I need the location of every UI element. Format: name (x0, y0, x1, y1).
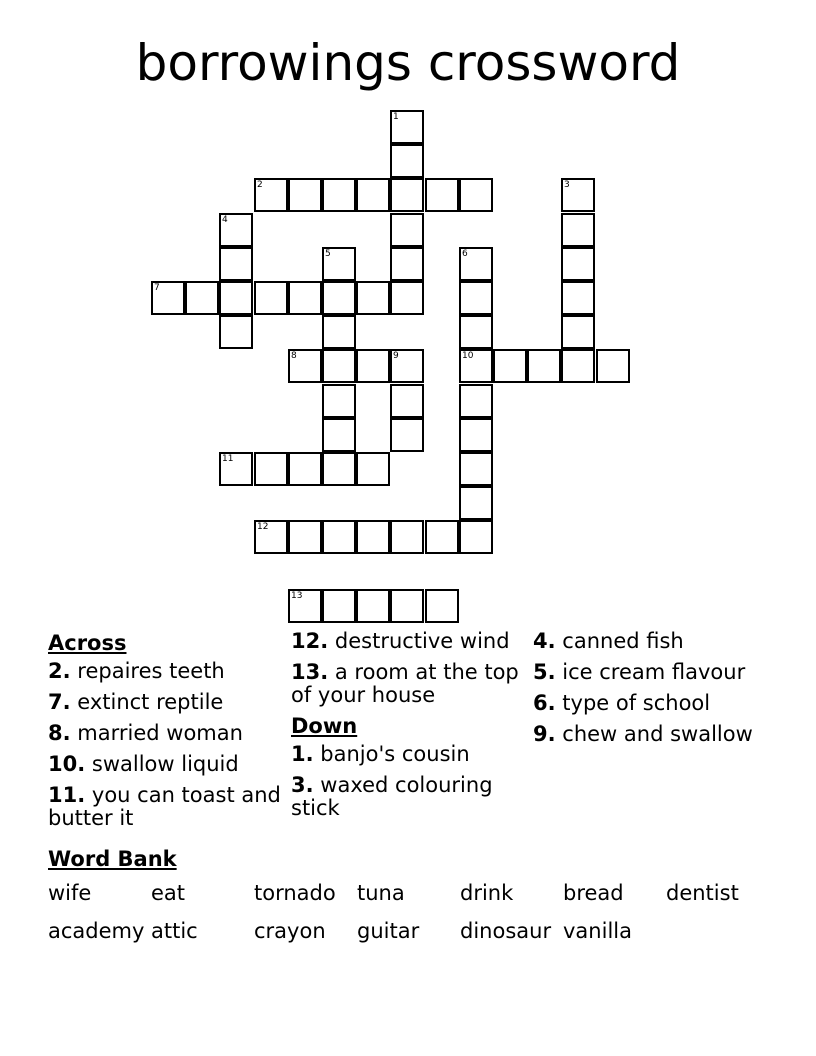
cell-number: 2 (257, 180, 263, 190)
cell-number: 8 (291, 351, 297, 361)
grid-cell[interactable] (254, 178, 288, 212)
grid-cell[interactable] (322, 178, 356, 212)
grid-cell[interactable] (561, 213, 595, 247)
across-clue-7: 7. extinct reptile (48, 690, 224, 714)
grid-cell[interactable] (322, 520, 356, 554)
across-clue-2: 2. repaires teeth (48, 659, 225, 683)
grid-cell[interactable] (390, 281, 424, 315)
grid-cell[interactable] (322, 589, 356, 623)
grid-cell[interactable] (390, 213, 424, 247)
grid-cell[interactable] (185, 281, 219, 315)
grid-cell[interactable] (459, 486, 493, 520)
grid-cell[interactable] (288, 452, 322, 486)
cell-number: 13 (291, 591, 303, 601)
cell-number: 10 (462, 351, 474, 361)
word-bank-word: bread (563, 881, 624, 905)
grid-cell[interactable] (288, 589, 322, 623)
cell-number: 1 (393, 112, 399, 122)
grid-cell[interactable] (390, 247, 424, 281)
grid-cell[interactable] (459, 247, 493, 281)
grid-cell[interactable] (561, 349, 595, 383)
grid-cell[interactable] (459, 384, 493, 418)
grid-cell[interactable] (459, 178, 493, 212)
grid-cell[interactable] (596, 349, 630, 383)
down-clue-1: 1. banjo's cousin (291, 742, 470, 766)
word-bank-word: academy (48, 919, 145, 943)
down-clue-5: 5. ice cream flavour (533, 660, 746, 684)
grid-cell[interactable] (459, 452, 493, 486)
grid-cell[interactable] (356, 178, 390, 212)
grid-cell[interactable] (219, 315, 253, 349)
grid-cell[interactable] (390, 589, 424, 623)
across-clue-10: 10. swallow liquid (48, 752, 239, 776)
word-bank-word: tuna (357, 881, 405, 905)
grid-cell[interactable] (459, 349, 493, 383)
grid-cell[interactable] (322, 315, 356, 349)
grid-cell[interactable] (459, 281, 493, 315)
grid-cell[interactable] (322, 452, 356, 486)
word-bank-heading: Word Bank (48, 847, 177, 871)
grid-cell[interactable] (390, 144, 424, 178)
grid-cell[interactable] (390, 418, 424, 452)
grid-cell[interactable] (390, 178, 424, 212)
grid-cell[interactable] (390, 384, 424, 418)
cell-number: 9 (393, 351, 399, 361)
clues-column-3 (533, 630, 773, 746)
word-bank-word: attic (151, 919, 198, 943)
cell-number: 6 (462, 249, 468, 259)
page-title: borrowings crossword (135, 34, 681, 92)
grid-cell[interactable] (356, 349, 390, 383)
grid-cell[interactable] (390, 349, 424, 383)
grid-cell[interactable] (561, 247, 595, 281)
across-clue-12: 12. destructive wind (291, 629, 510, 653)
grid-cell[interactable] (459, 418, 493, 452)
word-bank-word: dinosaur (460, 919, 552, 943)
grid-cell[interactable] (425, 589, 459, 623)
grid-cell[interactable] (493, 349, 527, 383)
grid-cell[interactable] (322, 281, 356, 315)
across-heading: Across (48, 631, 127, 655)
grid-cell[interactable] (288, 349, 322, 383)
grid-cell[interactable] (356, 452, 390, 486)
grid-cell[interactable] (219, 281, 253, 315)
down-clue-4: 4. canned fish (533, 629, 684, 653)
grid-cell[interactable] (219, 247, 253, 281)
grid-cell[interactable] (527, 349, 561, 383)
grid-cell[interactable] (254, 520, 288, 554)
down-clue-6: 6. type of school (533, 691, 711, 715)
grid-cell[interactable] (322, 418, 356, 452)
grid-cell[interactable] (356, 281, 390, 315)
across-clue-13: 13. a room at the top of your house (291, 660, 519, 707)
grid-cell[interactable] (288, 178, 322, 212)
cell-number: 7 (154, 283, 160, 293)
grid-cell[interactable] (151, 281, 185, 315)
word-bank-word: dentist (666, 881, 739, 905)
grid-cell[interactable] (288, 281, 322, 315)
grid-cell[interactable] (322, 349, 356, 383)
grid-cell[interactable] (459, 520, 493, 554)
grid-cell[interactable] (288, 520, 322, 554)
grid-cell[interactable] (561, 315, 595, 349)
clues-column-2 (291, 630, 531, 820)
grid-cell[interactable] (425, 520, 459, 554)
grid-cell[interactable] (254, 452, 288, 486)
grid-cell[interactable] (322, 247, 356, 281)
down-clue-3: 3. waxed colouring stick (291, 773, 493, 820)
cell-number: 11 (222, 454, 234, 464)
word-bank-word: drink (460, 881, 514, 905)
cell-number: 4 (222, 215, 228, 225)
word-bank-word: crayon (254, 919, 326, 943)
word-bank-word: eat (151, 881, 186, 905)
grid-cell[interactable] (219, 452, 253, 486)
word-bank-word: tornado (254, 881, 336, 905)
word-bank-word: wife (48, 881, 92, 905)
grid-cell[interactable] (356, 589, 390, 623)
grid-cell[interactable] (356, 520, 390, 554)
grid-cell[interactable] (390, 110, 424, 144)
down-clue-9: 9. chew and swallow (533, 722, 753, 746)
grid-cell[interactable] (322, 384, 356, 418)
across-clue-8: 8. married woman (48, 721, 243, 745)
word-bank-word: guitar (357, 919, 420, 943)
down-heading: Down (291, 714, 358, 738)
grid-cell[interactable] (254, 281, 288, 315)
cell-number: 3 (564, 180, 570, 190)
cell-number: 12 (257, 522, 269, 532)
grid-cell[interactable] (561, 281, 595, 315)
grid-cell[interactable] (219, 213, 253, 247)
across-clue-11: 11. you can toast and butter it (48, 783, 281, 830)
grid-cell[interactable] (425, 178, 459, 212)
grid-cell[interactable] (459, 315, 493, 349)
cell-number: 5 (325, 249, 331, 259)
word-bank-word: vanilla (563, 919, 632, 943)
grid-cell[interactable] (390, 520, 424, 554)
grid-cell[interactable] (561, 178, 595, 212)
clues-column-1 (48, 630, 288, 830)
